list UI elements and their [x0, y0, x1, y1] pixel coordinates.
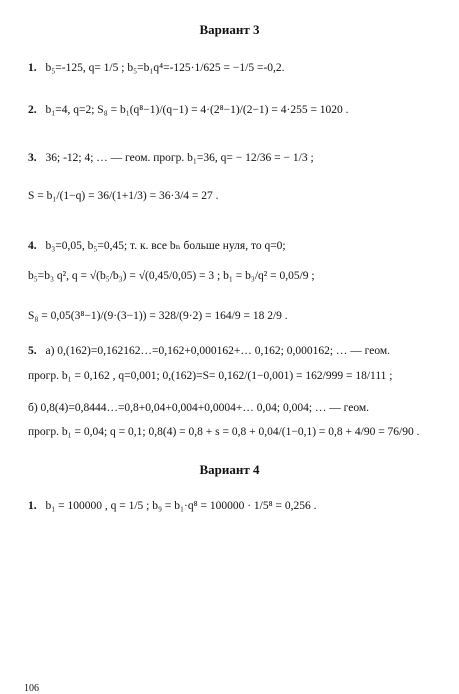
- problem-number: 3.: [28, 152, 37, 164]
- problem-text: b₃=0,05, b₅=0,45; т. к. все bₙ больше нуля, то q=0;: [45, 240, 286, 252]
- problem-5-line-4: [28, 424, 420, 440]
- problem-2: [28, 102, 349, 118]
- problem-3-line-1: [28, 150, 314, 166]
- problem-text: а) 0,(162)=0,162162…=0,162+0,000162+… 0,162; 0,000162; … — геом.: [45, 345, 391, 357]
- problem-text: b₁ = 100000 , q = 1/5 ; b₉ = b₁·q⁸ = 100000 · 1/5⁸ = 0,256 .: [45, 500, 317, 512]
- problem-text: б) 0,8(4)=0,8444…=0,8+0,04+0,004+0,0004+… 0,04; 0,004; … — геом.: [28, 402, 369, 414]
- variant-3-title: Вариант 3: [199, 22, 260, 37]
- problem-4-line-3: [28, 308, 288, 324]
- problem-number: 1.: [28, 62, 37, 74]
- problem-4-line-1: [28, 238, 286, 254]
- problem-1: [28, 60, 285, 76]
- problem-text: b₅=-125, q= 1/5 ; b₅=b₁q⁴=-125·1/625 = −1/5 =-0,2.: [45, 62, 285, 74]
- problem-text: прогр. b₁ = 0,04; q = 0,1; 0,8(4) = 0,8 + s = 0,8 + 0,04/(1−0,1) = 0,8 + 4/90 = 76/90 .: [28, 426, 420, 438]
- variant-4-problem-1: [28, 498, 316, 514]
- problem-number: 1.: [28, 500, 37, 512]
- problem-number: 5.: [28, 345, 37, 357]
- problem-text: S₈ = 0,05(3⁸−1)/(9·(3−1)) = 328/(9·2) = 164/9 = 18 2/9 .: [28, 310, 288, 322]
- problem-3-line-2: [28, 188, 219, 204]
- problem-text: b₅=b₃ q², q = √(b₅/b₃) = √(0,45/0,05) = 3 ; b₁ = b₃/q² = 0,05/9 ;: [28, 270, 315, 282]
- problem-number: 2.: [28, 104, 37, 116]
- page-number: 106: [24, 683, 39, 694]
- problem-5-line-2: [28, 368, 393, 384]
- problem-4-line-2: [28, 268, 315, 284]
- problem-text: прогр. b₁ = 0,162 , q=0,001; 0,(162)=S= 0,162/(1−0,001) = 162/999 = 18/111 ;: [28, 370, 393, 382]
- problem-text: b₁=4, q=2; S₈ = b₁(q⁸−1)/(q−1) = 4·(2⁸−1)/(2−1) = 4·255 = 1020 .: [45, 104, 349, 116]
- problem-5-line-3: [28, 400, 369, 416]
- problem-5-line-1: [28, 343, 390, 359]
- variant-4-title: Вариант 4: [199, 462, 260, 477]
- problem-text: 36; -12; 4; … — геом. прогр. b₁=36, q= − 12/36 = − 1/3 ;: [45, 152, 314, 164]
- problem-text: S = b₁/(1−q) = 36/(1+1/3) = 36·3/4 = 27 .: [28, 190, 219, 202]
- problem-number: 4.: [28, 240, 37, 252]
